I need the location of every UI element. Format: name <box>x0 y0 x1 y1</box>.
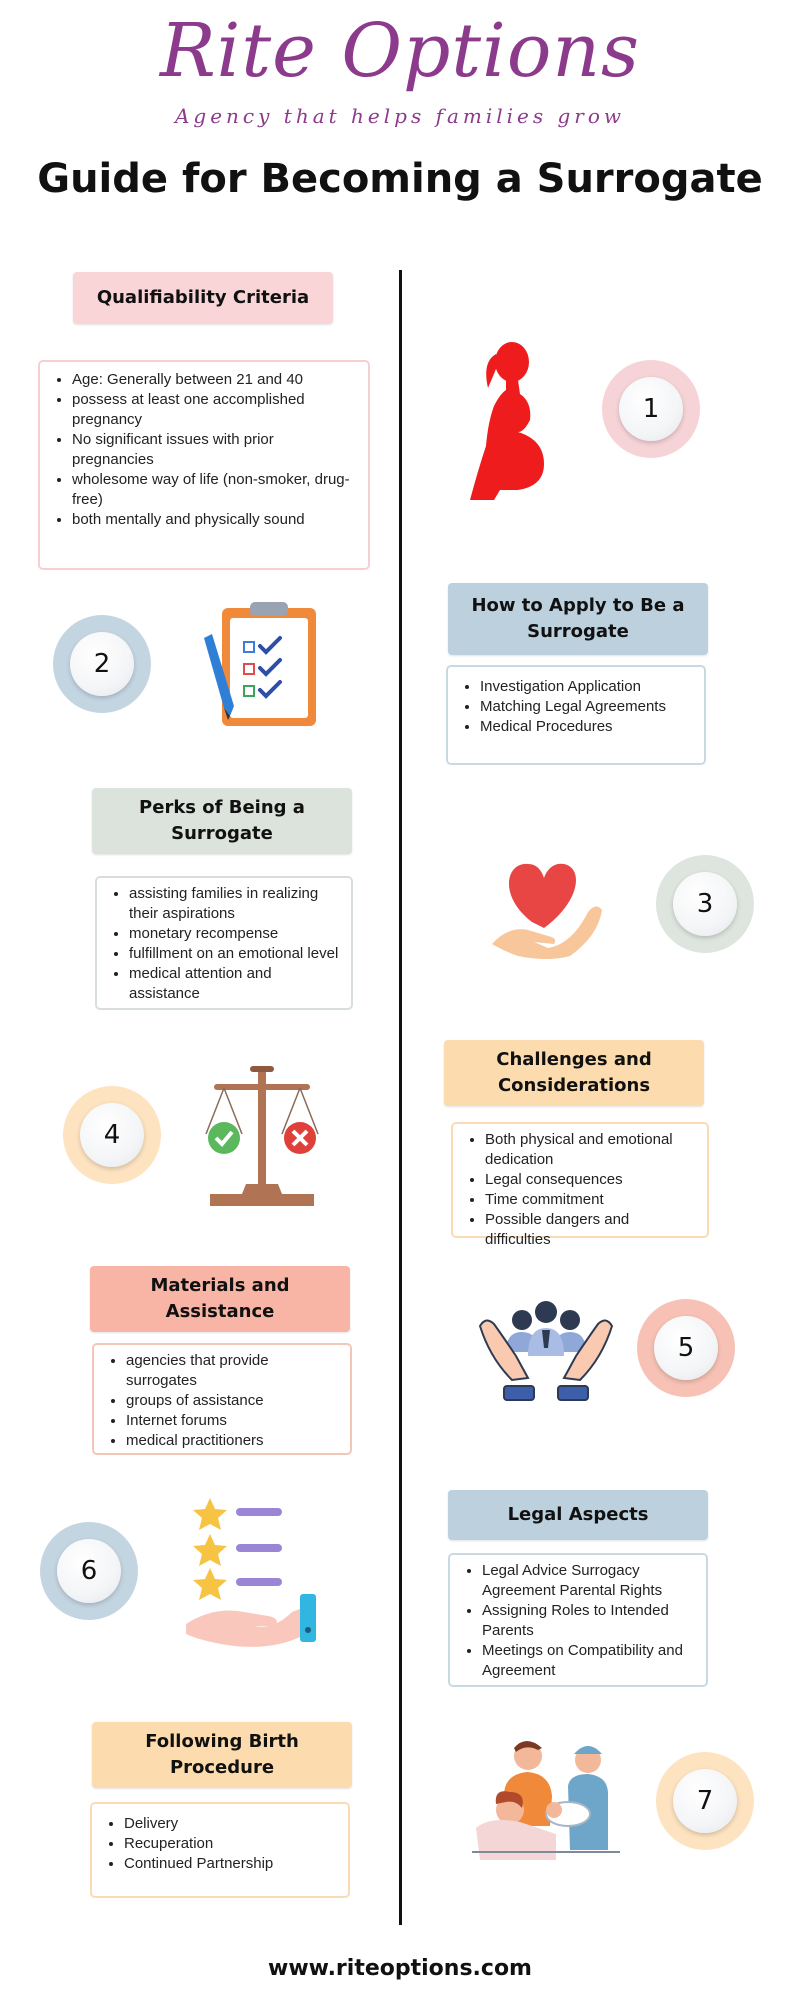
list-item: • Time commitment <box>485 1190 695 1210</box>
list-item: • Legal Advice Surrogacy Agreement Parental Rights <box>482 1561 694 1601</box>
list-item: • fulfillment on an emotional level <box>129 944 339 964</box>
section-heading-how-to-apply: How to Apply to Be a Surrogate <box>448 583 708 655</box>
checklist-clipboard-icon <box>198 598 322 732</box>
step-circle-7 <box>656 1752 754 1850</box>
section-list-how-to-apply <box>446 665 706 765</box>
tagline: Agency that helps families grow <box>174 104 626 128</box>
step-circle-2 <box>53 615 151 713</box>
people-in-hands-icon <box>476 1298 616 1416</box>
balance-scale-icon <box>200 1066 324 1210</box>
section-list-challenges <box>451 1122 709 1248</box>
page-title: Guide for Becoming a Surrogate <box>37 156 763 202</box>
section-heading-challenges: Challenges and Considerations <box>444 1040 704 1106</box>
list-item: • Internet forums <box>126 1411 338 1431</box>
list-item: • Matching Legal Agreements <box>480 697 692 717</box>
step-circle-3 <box>656 855 754 953</box>
section-list-qualifiability <box>38 360 370 570</box>
list-item: • wholesome way of life (non-smoker, drug-free) <box>72 470 356 510</box>
section-heading-following-birth: Following Birth Procedure <box>92 1722 352 1788</box>
list-item: • agencies that provide surrogates <box>126 1351 338 1391</box>
list-item: • both mentally and physically sound <box>72 510 356 530</box>
list-item: • medical attention and assistance <box>129 964 339 1004</box>
center-divider <box>399 270 402 1925</box>
step-number: 1 <box>619 377 684 442</box>
section-heading-materials: Materials and Assistance <box>90 1266 350 1332</box>
logo: Rite Options <box>159 8 641 94</box>
list-item: • Medical Procedures <box>480 717 692 737</box>
list-item: • Investigation Application <box>480 677 692 697</box>
list-item: • assisting families in realizing their aspirations <box>129 884 339 924</box>
section-list-following-birth <box>90 1802 350 1898</box>
step-circle-4 <box>63 1086 161 1184</box>
list-item: • Possible dangers and difficulties <box>485 1210 695 1250</box>
step-circle-5 <box>637 1299 735 1397</box>
list-item: • medical practitioners <box>126 1431 338 1451</box>
step-number: 2 <box>70 632 135 697</box>
star-rating-hand-icon <box>184 1496 324 1650</box>
step-number: 6 <box>57 1539 122 1604</box>
pregnant-woman-icon <box>460 340 560 500</box>
list-item: • Delivery <box>124 1814 336 1834</box>
section-heading-qualifiability: Qualifiability Criteria <box>73 272 333 324</box>
family-newborn-icon <box>470 1730 630 1880</box>
list-item: • No significant issues with prior pregnancies <box>72 430 356 470</box>
list-item: • Assigning Roles to Intended Parents <box>482 1601 694 1641</box>
list-item: • Both physical and emotional dedication <box>485 1130 695 1170</box>
step-number: 7 <box>673 1769 738 1834</box>
step-number: 4 <box>80 1103 145 1168</box>
step-circle-6 <box>40 1522 138 1620</box>
section-list-legal <box>448 1553 708 1687</box>
list-item: • Age: Generally between 21 and 40 <box>72 370 356 390</box>
step-number: 3 <box>673 872 738 937</box>
step-number: 5 <box>654 1316 719 1381</box>
list-item: • Meetings on Compatibility and Agreement <box>482 1641 694 1681</box>
list-item: • Recuperation <box>124 1834 336 1854</box>
website-url[interactable]: www.riteoptions.com <box>268 1956 532 1981</box>
list-item: • Legal consequences <box>485 1170 695 1190</box>
list-item: • groups of assistance <box>126 1391 338 1411</box>
section-list-perks <box>95 876 353 1010</box>
list-item: • Continued Partnership <box>124 1854 336 1874</box>
list-item: • possess at least one accomplished pregnancy <box>72 390 356 430</box>
section-heading-legal: Legal Aspects <box>448 1490 708 1540</box>
section-list-materials <box>92 1343 352 1455</box>
section-heading-perks: Perks of Being a Surrogate <box>92 788 352 854</box>
step-circle-1 <box>602 360 700 458</box>
list-item: • monetary recompense <box>129 924 339 944</box>
heart-in-hand-icon <box>488 852 608 962</box>
